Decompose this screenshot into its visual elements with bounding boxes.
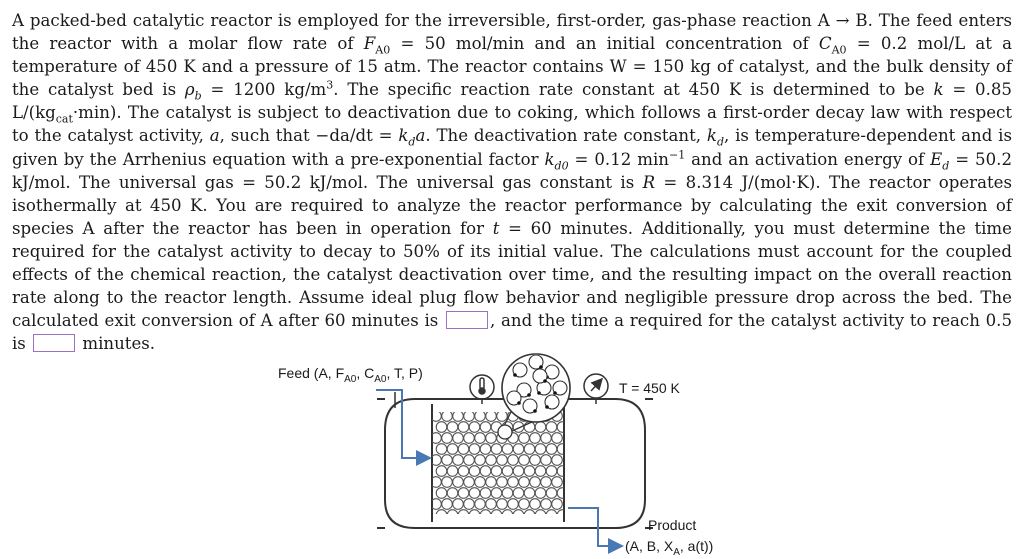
coke-deposit: [543, 379, 547, 383]
catalyst-pellet: [508, 477, 519, 488]
catalyst-pellet: [513, 422, 524, 433]
catalyst-pellet: [431, 477, 442, 488]
catalyst-pellet: [464, 477, 475, 488]
magnified-pellet: [507, 391, 521, 405]
catalyst-pellet: [442, 499, 453, 510]
catalyst-pellet: [513, 488, 524, 499]
catalyst-pellet: [486, 433, 497, 444]
magnified-pellet: [513, 363, 527, 377]
catalyst-pellet: [552, 433, 563, 444]
catalyst-pellet: [557, 488, 568, 499]
exit-conversion-answer-box[interactable]: [446, 311, 488, 329]
catalyst-pellet: [458, 510, 469, 521]
catalyst-pellet: [431, 455, 442, 466]
catalyst-pellet: [458, 488, 469, 499]
catalyst-pellet: [486, 455, 497, 466]
catalyst-pellet: [486, 477, 497, 488]
catalyst-pellet: [447, 510, 458, 521]
coke-deposit: [517, 401, 521, 405]
catalyst-pellet: [497, 477, 508, 488]
coke-deposit: [553, 391, 557, 395]
catalyst-pellet: [491, 444, 502, 455]
magnified-pellet: [545, 365, 559, 379]
catalyst-pellet: [524, 510, 535, 521]
catalyst-pellet: [436, 466, 447, 477]
problem-paragraph: A packed-bed catalytic reactor is employed for the irreversible, first-order, gas-phase reaction A → B. The feed enters the reactor with a molar flow rate of $F_{A0} = 50$ mol/min and an initial concentration of $C_{A0} = 0.2$ mol/L at a temperature of 450 K and a pressure of 15 atm. The reactor contains W = 150 kg of catalyst, and the bulk density of the catalyst bed is $\rho_b = 1200$ $kg/m^3$. The specific reaction rate constant at 450 K is determined to be k = 0.85 $L/(kg_{cat}\cdot\min)$. The catalyst is subject to deactivation due to coking, which follows a first-order decay law with respect to the catalyst activity, a, such that $-da/dt = k_da$. The deactivation rate constant, $k_d$, is temperature-dependent and is given by the Arrhenius equation with a pre-exponential factor $k_{d0} = 0.12$ $\min^{-1}$ and an activation energy of $E_d = 50.2$ kJ/mol. The universal gas = 50.2 kJ/mol. The universal gas constant is R = 8.314 J/(mol·K). The reactor operates isothermally at 450 K. You are required to analyze the reactor performance by calculating the exit conversion of species A after the reactor has been in operation for t = 60 minutes. Additionally, you must determine the time required for the catalyst activity to decay to 50% of its initial value. The calculations must account for the coupled effects of the chemical reaction, the catalyst deactivation over time, and the resulting impact on the overall reaction rate along to the reactor length. Assume ideal plug flow behavior and negligible pressure drop across the bed. The calculated exit conversion of A after 60 minutes is , and the time a required for the catalyst activity to reach 0.5 is minutes.: [12, 11, 1013, 354]
catalyst-pellet: [535, 510, 546, 521]
magnified-pellet: [529, 355, 543, 369]
catalyst-pellet: [524, 488, 535, 499]
catalyst-pellet: [453, 455, 464, 466]
catalyst-pellet: [491, 488, 502, 499]
product-outlet-arrow: [568, 508, 620, 546]
coke-deposit: [545, 405, 549, 409]
catalyst-pellet: [513, 444, 524, 455]
catalyst-pellet: [530, 433, 541, 444]
catalyst-pellet: [453, 411, 464, 422]
catalyst-pellet: [557, 422, 568, 433]
temperature-label: T = 450 K: [619, 380, 680, 396]
catalyst-pellet: [436, 422, 447, 433]
catalyst-pellet: [431, 433, 442, 444]
catalyst-pellet: [464, 499, 475, 510]
catalyst-pellet: [458, 466, 469, 477]
catalyst-pellet: [442, 411, 453, 422]
catalyst-pellet: [458, 422, 469, 433]
catalyst-pellet: [513, 510, 524, 521]
catalyst-pellet: [535, 466, 546, 477]
product-label: Product: [648, 517, 697, 533]
catalyst-pellet: [475, 411, 486, 422]
catalyst-pellet: [524, 466, 535, 477]
catalyst-pellet: [541, 477, 552, 488]
magnified-pellet: [537, 381, 551, 395]
catalyst-pellet: [453, 433, 464, 444]
catalyst-pellet: [431, 499, 442, 510]
pressure-gauge-icon: [584, 374, 608, 404]
coke-deposit: [513, 373, 517, 377]
reactor-vessel: [377, 399, 653, 528]
catalyst-pellet: [535, 444, 546, 455]
catalyst-pellet: [552, 455, 563, 466]
catalyst-pellet: [475, 455, 486, 466]
catalyst-pellet: [524, 444, 535, 455]
catalyst-pellet: [530, 477, 541, 488]
catalyst-pellet: [519, 433, 530, 444]
coke-deposit: [545, 375, 549, 379]
catalyst-pellet: [519, 477, 530, 488]
catalyst-pellet: [475, 433, 486, 444]
catalyst-pellet: [469, 444, 480, 455]
catalyst-pellet: [557, 510, 568, 521]
catalyst-pellet: [508, 411, 519, 422]
catalyst-pellet: [497, 455, 508, 466]
catalyst-pellet: [447, 466, 458, 477]
catalyst-pellet: [546, 510, 557, 521]
catalyst-pellet: [436, 510, 447, 521]
feed-inlet-arrow: [376, 390, 428, 458]
catalyst-pellet: [480, 466, 491, 477]
catalyst-pellet: [475, 477, 486, 488]
catalyst-pellet: [458, 444, 469, 455]
catalyst-pellet: [491, 510, 502, 521]
catalyst-pellet: [502, 488, 513, 499]
catalyst-pellet: [442, 477, 453, 488]
product-composition-label: (A, B, $X_A$, a(t)): [625, 538, 714, 558]
coke-deposit: [527, 393, 531, 397]
catalyst-pellet: [497, 411, 508, 422]
catalyst-pellet: [513, 466, 524, 477]
catalyst-pellet: [541, 499, 552, 510]
catalyst-pellet: [502, 510, 513, 521]
catalyst-pellet: [436, 444, 447, 455]
magnified-pellet: [517, 383, 531, 397]
feed-label: Feed (A, $F_{A0}$, $C_{A0}$, T, P): [278, 365, 423, 385]
catalyst-pellet: [480, 444, 491, 455]
catalyst-pellet: [491, 422, 502, 433]
catalyst-pellet: [497, 499, 508, 510]
catalyst-pellet: [475, 499, 486, 510]
catalyst-pellet: [469, 488, 480, 499]
catalyst-pellet: [453, 499, 464, 510]
catalyst-pellet: [464, 433, 475, 444]
magnified-pellet: [533, 369, 547, 383]
catalyst-pellet: [546, 422, 557, 433]
catalyst-pellet: [519, 499, 530, 510]
catalyst-pellet: [453, 477, 464, 488]
catalyst-pellet: [497, 433, 508, 444]
catalyst-pellet: [519, 455, 530, 466]
catalyst-pellet: [530, 455, 541, 466]
catalyst-pellet: [469, 510, 480, 521]
catalyst-pellet: [524, 422, 535, 433]
catalyst-pellet: [552, 477, 563, 488]
catalyst-pellet: [486, 411, 497, 422]
magnified-pellet: [523, 399, 537, 413]
catalyst-pellet: [469, 422, 480, 433]
catalyst-pellet: [447, 488, 458, 499]
catalyst-pellet: [447, 444, 458, 455]
catalyst-pellet: [464, 411, 475, 422]
catalyst-pellet: [557, 466, 568, 477]
catalyst-pellet: [541, 433, 552, 444]
catalyst-pellet: [491, 466, 502, 477]
catalyst-pellet: [442, 455, 453, 466]
thermometer-icon: [470, 375, 494, 404]
catalyst-pellet: [469, 466, 480, 477]
catalyst-pellet: [447, 422, 458, 433]
catalyst-pellet: [508, 499, 519, 510]
catalyst-pellet: [552, 411, 563, 422]
magnified-pellet: [553, 381, 567, 395]
catalyst-pellet: [480, 488, 491, 499]
catalyst-pellet: [502, 422, 513, 433]
catalyst-pellet: [546, 466, 557, 477]
catalyst-pellet: [546, 488, 557, 499]
magnified-pellet: [545, 395, 559, 409]
coke-deposit: [537, 391, 541, 395]
catalyst-pellet: [519, 411, 530, 422]
decay-time-answer-box[interactable]: [33, 334, 75, 352]
catalyst-pellet: [486, 499, 497, 510]
catalyst-pellet: [535, 488, 546, 499]
catalyst-pellet: [480, 510, 491, 521]
catalyst-pellet: [546, 444, 557, 455]
catalyst-bed: [431, 411, 568, 521]
catalyst-pellet: [502, 444, 513, 455]
problem-statement: [12, 9, 1012, 355]
catalyst-pellet: [552, 499, 563, 510]
catalyst-pellet: [535, 422, 546, 433]
catalyst-pellet: [557, 444, 568, 455]
catalyst-pellet: [508, 455, 519, 466]
catalyst-pellet: [431, 411, 442, 422]
catalyst-pellet: [508, 433, 519, 444]
catalyst-pellet: [530, 411, 541, 422]
catalyst-pellet: [480, 422, 491, 433]
catalyst-pellet: [436, 488, 447, 499]
coke-deposit: [533, 409, 537, 413]
coke-deposit: [539, 365, 543, 369]
catalyst-magnifier-icon: [498, 354, 570, 439]
catalyst-pellet: [442, 433, 453, 444]
catalyst-pellet: [502, 466, 513, 477]
catalyst-pellet: [464, 455, 475, 466]
catalyst-pellet: [541, 411, 552, 422]
catalyst-pellet: [530, 499, 541, 510]
catalyst-pellet: [541, 455, 552, 466]
